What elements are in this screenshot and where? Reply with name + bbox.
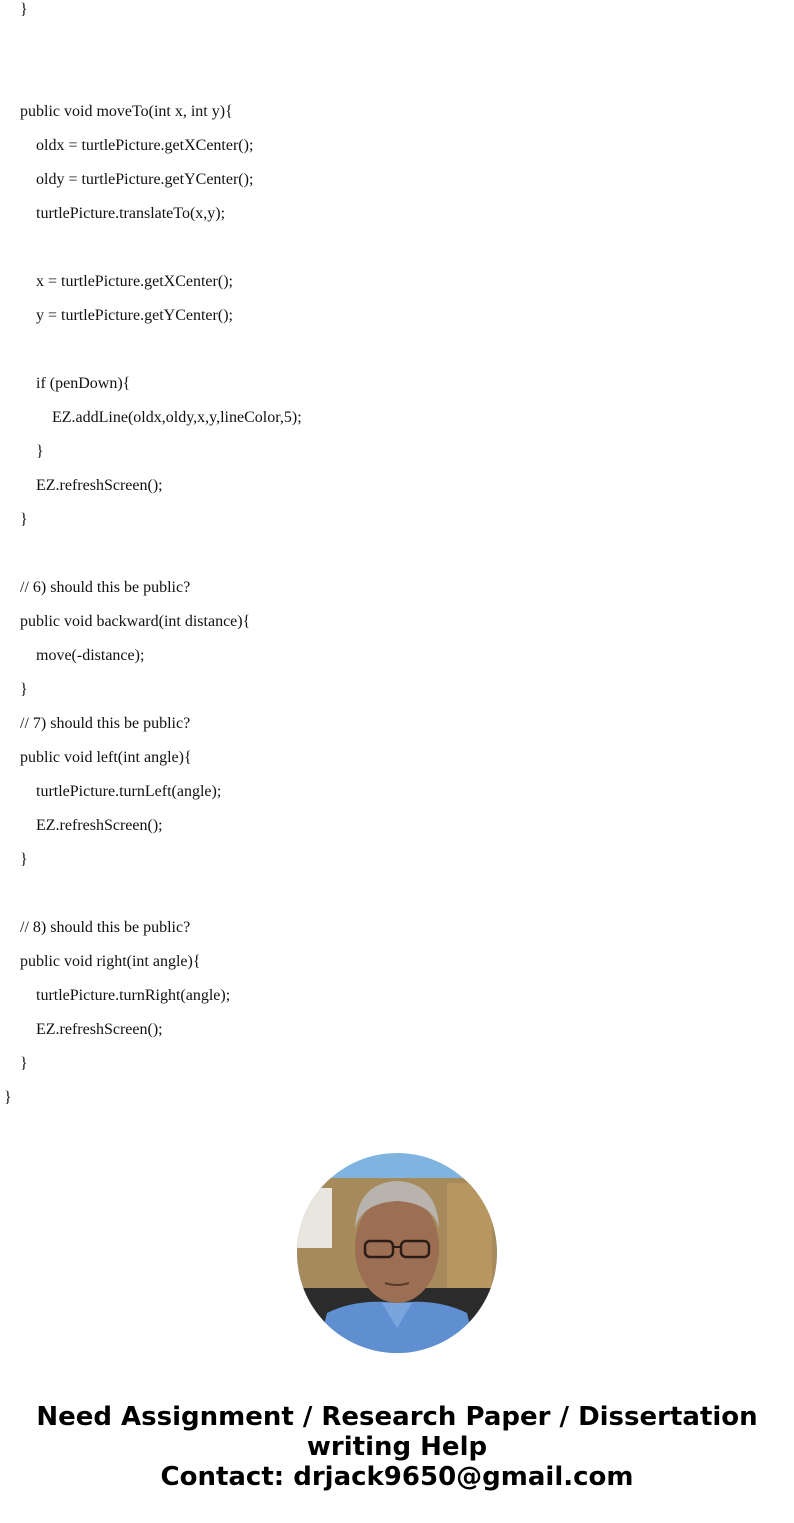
code-line: EZ.addLine(oldx,oldy,x,y,lineColor,5);: [52, 409, 302, 426]
code-line: // 6) should this be public?: [20, 579, 191, 596]
code-line: }: [20, 1, 28, 18]
code-line: EZ.refreshScreen();: [36, 477, 163, 494]
code-line: turtlePicture.translateTo(x,y);: [36, 205, 226, 222]
code-line: move(-distance);: [36, 647, 145, 664]
code-line: public void left(int angle){: [20, 749, 192, 766]
code-line: }: [20, 511, 28, 528]
promo-line-2: writing Help: [306, 1432, 488, 1462]
code-line: }: [4, 1089, 12, 1106]
code-line: }: [36, 443, 44, 460]
promo-banner: [0, 1402, 794, 1492]
code-line: }: [20, 851, 28, 868]
code-line: y = turtlePicture.getYCenter();: [36, 307, 233, 324]
code-line: oldx = turtlePicture.getXCenter();: [36, 137, 254, 154]
code-line: EZ.refreshScreen();: [36, 1021, 163, 1038]
promo-line-1: Need Assignment / Research Paper / Dissertation: [36, 1402, 758, 1432]
code-line: }: [20, 1055, 28, 1072]
code-line: public void moveTo(int x, int y){: [20, 103, 233, 120]
code-line: public void backward(int distance){: [20, 613, 251, 630]
code-line: x = turtlePicture.getXCenter();: [36, 273, 233, 290]
code-line: public void right(int angle){: [20, 953, 201, 970]
promo-contact: Contact: drjack9650@gmail.com: [160, 1462, 634, 1492]
code-line: // 7) should this be public?: [20, 715, 191, 732]
code-line: oldy = turtlePicture.getYCenter();: [36, 171, 254, 188]
author-avatar: [297, 1153, 497, 1353]
code-line: EZ.refreshScreen();: [36, 817, 163, 834]
person-photo-icon: [297, 1153, 497, 1353]
code-line: // 8) should this be public?: [20, 919, 191, 936]
code-line: if (penDown){: [36, 375, 131, 392]
code-line: turtlePicture.turnRight(angle);: [36, 987, 231, 1004]
code-line: }: [20, 681, 28, 698]
code-line: turtlePicture.turnLeft(angle);: [36, 783, 222, 800]
